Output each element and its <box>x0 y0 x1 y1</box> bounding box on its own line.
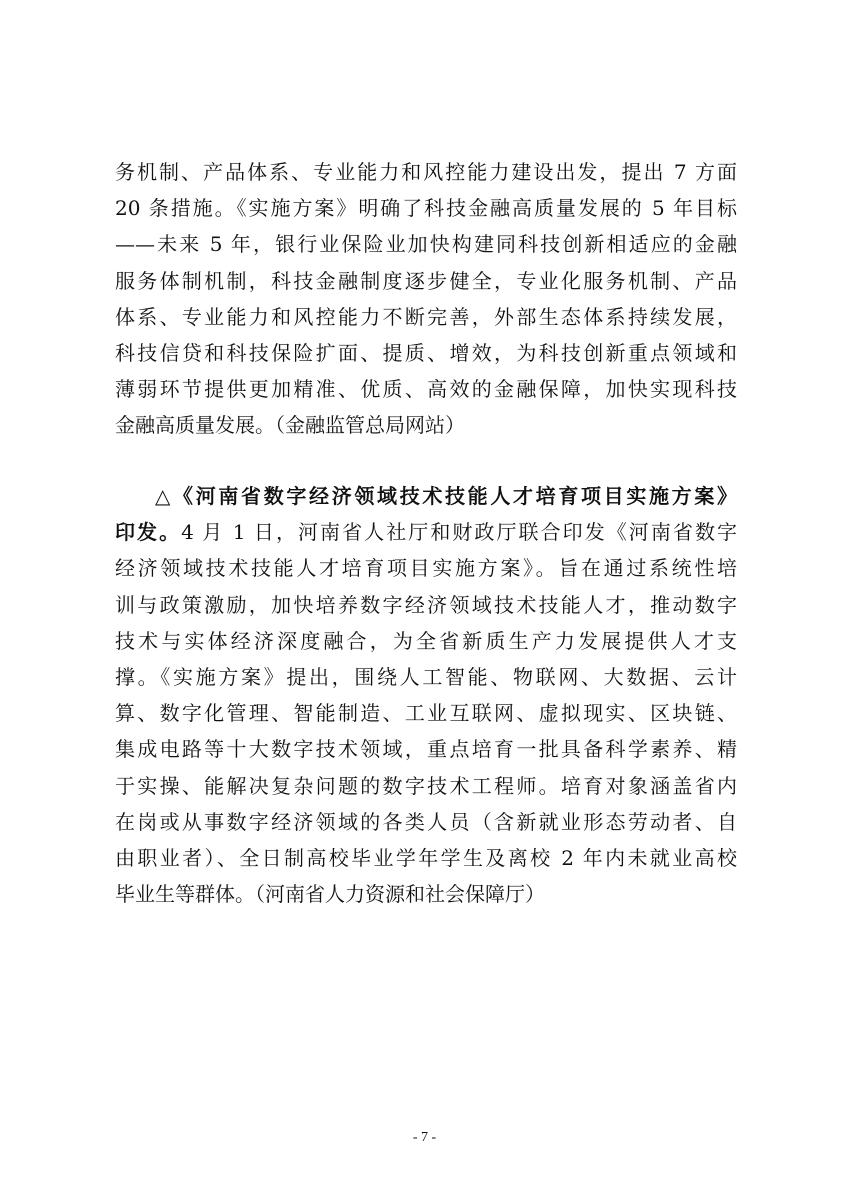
paragraph-line: 科技信贷和科技保险扩面、提质、增效，为科技创新重点领域和 <box>115 340 737 365</box>
headline-line-continued <box>115 514 737 550</box>
paragraph-line: 训与政策激励，加快培养数字经济领域技术技能人才，推动数字 <box>115 592 737 617</box>
paragraph-line: 技术与实体经济深度融合，为全省新质生产力发展提供人才支 <box>115 628 737 653</box>
paragraph-line-text: 4 月 1 日，河南省人社厅和财政厅联合印发《河南省数字 <box>181 520 738 545</box>
paragraph-henan-digital-talent <box>115 478 737 912</box>
paragraph-line: 服务体制机制，科技金融制度逐步健全，专业化服务机制、产品 <box>115 268 737 293</box>
paragraph-line: 薄弱环节提供更加精准、优质、高效的金融保障，加快实现科技 <box>115 377 737 402</box>
paragraph-line: 由职业者）、全日制高校毕业学年学生及离校 2 年内未就业高校 <box>115 845 737 870</box>
paragraph-line: 体系、专业能力和风控能力不断完善，外部生态体系持续发展， <box>115 304 737 329</box>
paragraph-line: 金融高质量发展。（金融监管总局网站） <box>115 413 465 438</box>
paragraph-line: 在岗或从事数字经济领域的各类人员（含新就业形态劳动者、自 <box>115 809 737 834</box>
paragraph-line: 毕业生等群体。（河南省人力资源和社会保障厅） <box>115 882 545 907</box>
paragraph-line: 务机制、产品体系、专业能力和风控能力建设出发，提出 7 方面 <box>115 160 737 184</box>
paragraph-line: 撑。《实施方案》提出，围绕人工智能、物联网、大数据、云计 <box>115 664 737 689</box>
paragraph-tech-finance <box>115 154 737 444</box>
headline-bold-tail: 印发。 <box>115 520 182 545</box>
paragraph-line: 算、数字化管理、智能制造、工业互联网、虚拟现实、区块链、 <box>115 701 737 726</box>
paragraph-line: 集成电路等十大数字技术领域，重点培育一批具备科学素养、精 <box>115 737 737 762</box>
paragraph-line: 经济领域技术技能人才培育项目实施方案》。旨在通过系统性培 <box>115 556 737 581</box>
paragraph-line: 20 条措施。《实施方案》明确了科技金融高质量发展的 5 年目标 <box>115 196 737 221</box>
paragraph-line: 于实操、能解决复杂问题的数字技术工程师。培育对象涵盖省内 <box>115 773 737 798</box>
headline-line: △《河南省数字经济领域技术技能人才培育项目实施方案》 <box>155 484 737 508</box>
paragraph-line: ——未来 5 年，银行业保险业加快构建同科技创新相适应的金融 <box>115 232 737 257</box>
page-number: - 7 - <box>412 1130 437 1145</box>
